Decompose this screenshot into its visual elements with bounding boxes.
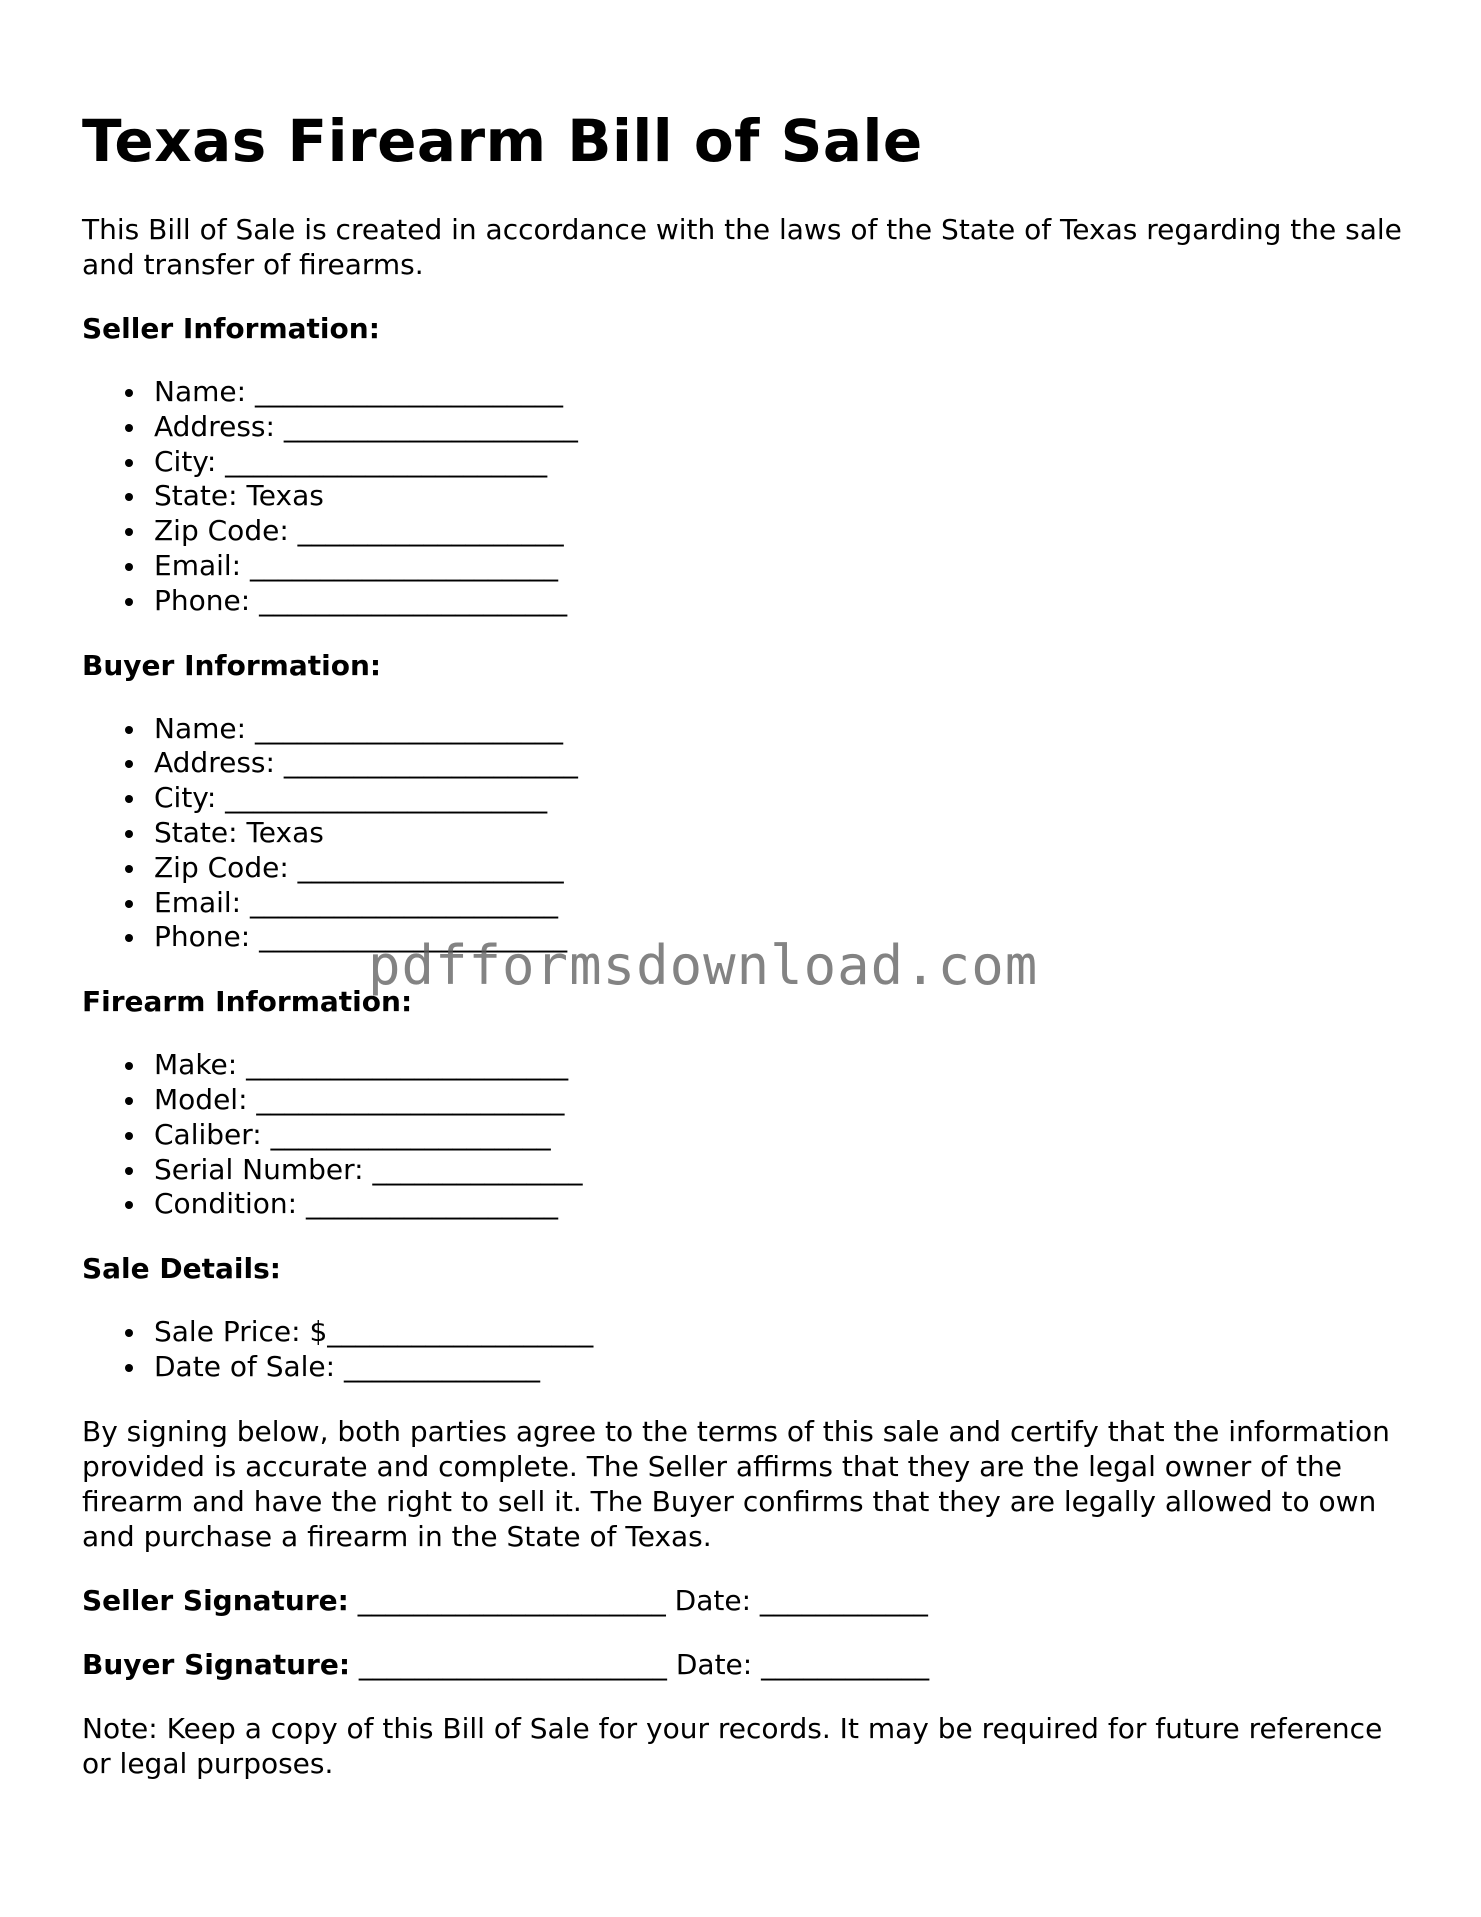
buyer-address-field[interactable]: Address: _____________________ — [154, 746, 1412, 781]
buyer-zip-field[interactable]: Zip Code: ___________________ — [154, 851, 1412, 886]
firearm-fields-list — [82, 1048, 1412, 1222]
buyer-signature-row — [82, 1647, 1412, 1682]
seller-zip-field[interactable]: Zip Code: ___________________ — [154, 514, 1412, 549]
buyer-city-field[interactable]: City: _______________________ — [154, 781, 1412, 816]
intro-paragraph: This Bill of Sale is created in accordance with the laws of the State of Texas regarding the sale and transfer of firearms. — [82, 213, 1402, 281]
seller-section-heading: Seller Information: — [82, 312, 380, 345]
seller-fields-list — [82, 375, 1412, 619]
seller-address-field[interactable]: Address: _____________________ — [154, 410, 1412, 445]
document-page — [82, 0, 1412, 1781]
buyer-state-field: State: Texas — [154, 816, 1412, 851]
buyer-date-line[interactable]: ____________ — [752, 1647, 930, 1681]
buyer-signature-line[interactable]: ______________________ — [350, 1647, 676, 1681]
sale-fields-list — [82, 1315, 1412, 1385]
seller-signature-line[interactable]: ______________________ — [348, 1583, 675, 1617]
firearm-make-field[interactable]: Make: _______________________ — [154, 1048, 1412, 1083]
sale-price-field[interactable]: Sale Price: $___________________ — [154, 1315, 1412, 1350]
agreement-paragraph: By signing below, both parties agree to the terms of this sale and certify that the information provided is accurate and complete. The Seller affirms that they are the legal owner of the firearm and have the right to sell it. The Buyer confirms that they are legally allowed to own and purchase a firearm in the State of Texas. — [82, 1414, 1390, 1553]
buyer-email-field[interactable]: Email: ______________________ — [154, 886, 1412, 921]
seller-city-field[interactable]: City: _______________________ — [154, 445, 1412, 480]
seller-date-line[interactable]: ____________ — [751, 1583, 928, 1617]
sale-section-heading: Sale Details: — [82, 1252, 281, 1286]
seller-state-field: State: Texas — [154, 479, 1412, 514]
seller-signature-label: Seller Signature: — [82, 1583, 349, 1617]
seller-name-field[interactable]: Name: ______________________ — [154, 375, 1412, 410]
buyer-date-label: Date: — [675, 1647, 753, 1681]
buyer-phone-field[interactable]: Phone: ______________________ — [154, 920, 1412, 955]
watermark-text: pdfformsdownload.com — [368, 934, 1039, 997]
buyer-fields-list — [82, 712, 1412, 956]
buyer-signature-label: Buyer Signature: — [82, 1647, 351, 1681]
seller-email-field[interactable]: Email: ______________________ — [154, 549, 1412, 584]
seller-date-label: Date: — [674, 1583, 752, 1617]
buyer-section-heading: Buyer Information: — [82, 648, 382, 682]
records-note: Note: Keep a copy of this Bill of Sale for your records. It may be required for future reference or legal purposes. — [82, 1711, 1383, 1780]
sale-date-field[interactable]: Date of Sale: ______________ — [154, 1350, 1412, 1385]
seller-signature-row — [82, 1583, 1412, 1618]
firearm-section-heading: Firearm Information: — [82, 985, 413, 1019]
document-title: Texas Firearm Bill of Sale — [82, 107, 923, 175]
firearm-condition-field[interactable]: Condition: __________________ — [154, 1187, 1412, 1222]
seller-phone-field[interactable]: Phone: ______________________ — [154, 584, 1412, 619]
buyer-name-field[interactable]: Name: ______________________ — [154, 712, 1412, 747]
firearm-caliber-field[interactable]: Caliber: ____________________ — [154, 1118, 1412, 1153]
firearm-model-field[interactable]: Model: ______________________ — [154, 1083, 1412, 1118]
firearm-serial-field[interactable]: Serial Number: _______________ — [154, 1153, 1412, 1188]
